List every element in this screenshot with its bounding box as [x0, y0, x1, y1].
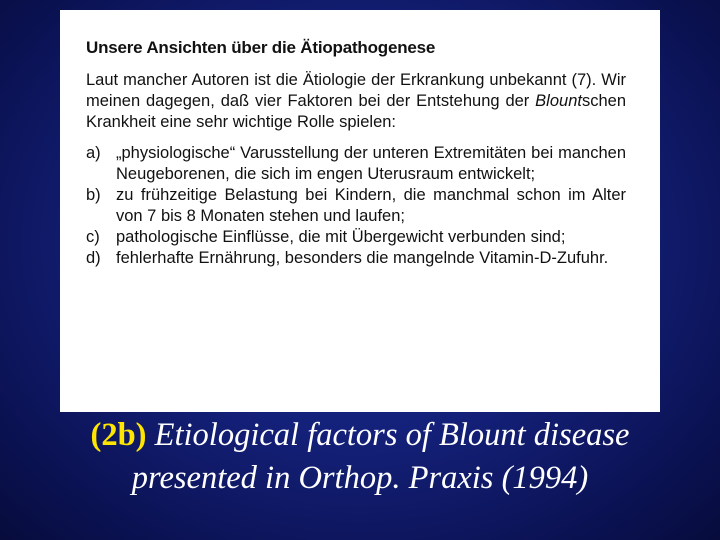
list-item — [86, 227, 626, 248]
caption-line-1 — [0, 414, 720, 457]
caption-number: (2b) — [90, 417, 147, 453]
factor-list — [86, 143, 626, 269]
list-item-text: pathologische Einflüsse, die mit Übergewicht verbunden sind; — [116, 228, 566, 246]
list-item — [86, 185, 626, 227]
list-marker: d) — [86, 249, 101, 267]
list-item-text: „physiologische“ Varusstellung der unteren Extremitäten bei manchen Neugeborenen, die sich im engen Uterusraum entwickelt; — [116, 144, 626, 183]
intro-italic-name: Blount — [535, 92, 582, 110]
list-item-text: fehlerhafte Ernährung, besonders die mangelnde Vitamin-D-Zufuhr. — [116, 249, 609, 267]
section-heading: Unsere Ansichten über die Ätiopathogenese — [86, 38, 436, 57]
list-item — [86, 248, 626, 269]
list-item — [86, 143, 626, 185]
list-marker: a) — [86, 144, 101, 162]
caption-title: Etiological factors of Blount disease — [146, 417, 630, 453]
scanned-text-panel — [60, 10, 660, 412]
intro-text-end: schen Krankheit eine sehr wichtige Rolle spielen: — [86, 92, 626, 131]
intro-paragraph — [86, 70, 626, 133]
list-item-text: zu frühzeitige Belastung bei Kindern, die manchmal schon im Alter von 7 bis 8 Monaten stehen und laufen; — [116, 186, 626, 225]
slide-caption — [0, 414, 720, 500]
caption-line-2: presented in Orthop. Praxis (1994) — [131, 460, 589, 496]
list-marker: c) — [86, 228, 100, 246]
list-marker: b) — [86, 186, 101, 204]
intro-text-start: Laut mancher Autoren ist die Ätiologie der Erkrankung unbekannt (7). Wir meinen dagegen, daß vier Faktoren bei der Entstehung der — [86, 71, 626, 110]
